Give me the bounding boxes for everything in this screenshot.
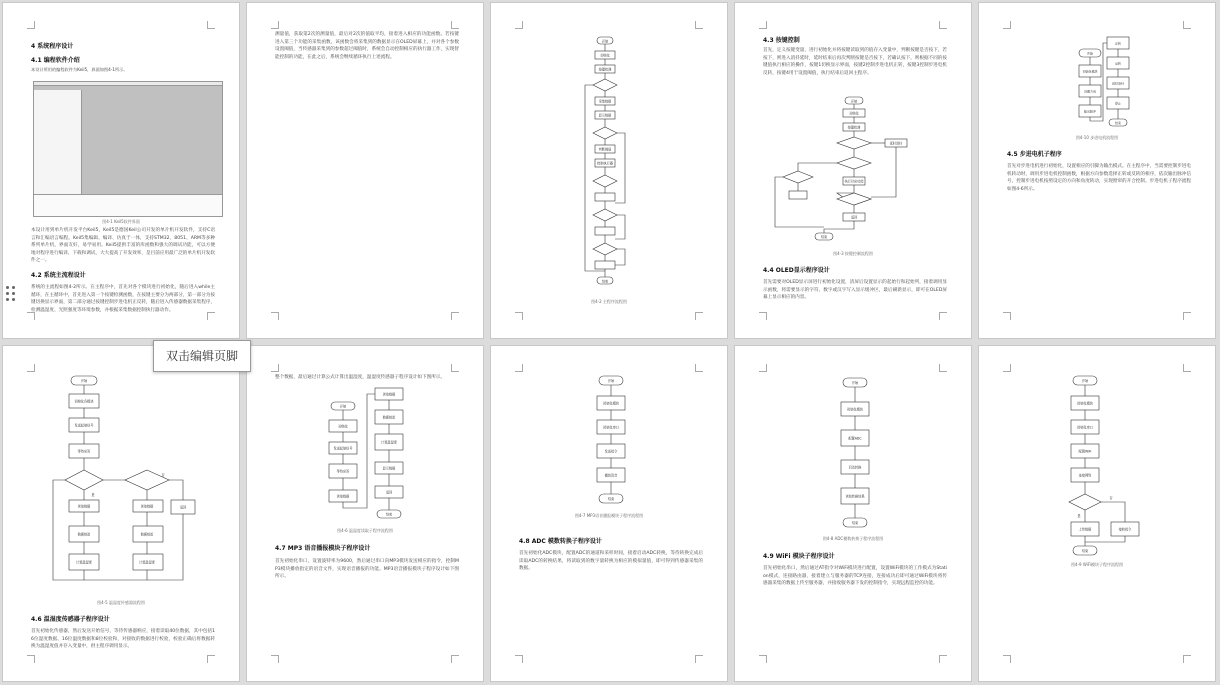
edit-footer-tooltip[interactable]: 双击编辑页脚 bbox=[153, 340, 251, 372]
flow-label: 播放语音 bbox=[604, 473, 618, 478]
flow-label: 读取数据 bbox=[77, 504, 91, 509]
flow-label: 初始化模块 bbox=[1082, 69, 1098, 74]
flow-label: 按键检测 bbox=[598, 67, 612, 72]
flow-end-label: 结束 bbox=[607, 497, 615, 501]
wifi-flowchart bbox=[979, 346, 1216, 561]
section-heading: 4.9 WiFi 模块子程序设计 bbox=[763, 553, 835, 560]
flow-label: 显示数据 bbox=[382, 466, 396, 471]
section-heading: 4.1 编程软件介绍 bbox=[31, 57, 80, 64]
section-heading: 4.6 温湿度传感器子程序设计 bbox=[31, 616, 110, 623]
crop-mark bbox=[695, 312, 703, 320]
flow-start-label: 开始 bbox=[851, 381, 859, 385]
flow-end-label: 结束 bbox=[385, 512, 393, 517]
crop-mark bbox=[271, 364, 279, 372]
flow-yes-label: 是 bbox=[1077, 514, 1081, 518]
flow-label: 初始化各模块 bbox=[74, 399, 94, 404]
figure-caption: 图4-10 步进电机流程图 bbox=[1075, 135, 1119, 140]
crop-mark bbox=[451, 312, 459, 320]
stepper-flowchart bbox=[979, 3, 1216, 133]
flow-label: 配置ADC bbox=[848, 436, 862, 441]
paragraph: 首先初始化传感器，然后发送开始信号，等待传感器响应，接着读取40位数据，其中包括16位湿度数据、16位温度数据和8位校验和，对接收的数据进行校验，校验正确后将数据转换为温湿度值并存入变量中，供主程序调用显示。 bbox=[31, 629, 215, 650]
document-page-4[interactable] bbox=[734, 2, 972, 339]
figure-caption: 图4-7 MP3语音播报模块子程序流程图 bbox=[574, 513, 644, 518]
crop-mark bbox=[1183, 312, 1191, 320]
flow-label: 按键检测 bbox=[847, 125, 861, 130]
adc-flowchart bbox=[735, 346, 972, 536]
document-page-5[interactable] bbox=[978, 2, 1216, 339]
document-page-7[interactable] bbox=[246, 345, 484, 682]
paragraph: 本设计用到单片机开发平台Keil5，Keil5是德国Keil公司开发的单片机开发软件，支持C语言和汇编语言编程。Keil5集编辑、编译、仿真于一体，支持STM32、8051、ARM等多种系列单片机，界面友好，易学易用。Keil5提供丰富的库函数和强大的调试功能，可以方便地对程序进行编译、下载和调试，大大提高了开发效率，是目前应用最广泛的单片机开发软件之一。 bbox=[31, 228, 215, 264]
crop-mark bbox=[759, 655, 767, 663]
flow-label: 读取数据 bbox=[336, 494, 350, 499]
main-flowchart bbox=[491, 3, 728, 303]
document-page-10[interactable] bbox=[978, 345, 1216, 682]
flow-label: 初始化模块 bbox=[847, 407, 863, 412]
crop-mark bbox=[451, 364, 459, 372]
flow-label: 反转 bbox=[1114, 61, 1122, 66]
crop-mark bbox=[695, 655, 703, 663]
paragraph: 首先初始化串口，设置波特率为9600，然后通过串口向MP3模块发送相应的指令，控制MP3模块播放指定的语音文件，实现语音播报的功能。MP3语音播报模块子程序设计如下图所示。 bbox=[275, 559, 459, 580]
figure-caption: 图4-2 主程序流程图 bbox=[591, 299, 627, 304]
keil5-screenshot bbox=[33, 81, 223, 217]
flow-label: 数据校验 bbox=[77, 532, 91, 537]
flow-end-label: 结束 bbox=[820, 235, 828, 239]
flow-yes-label: 是 bbox=[91, 493, 95, 497]
flow-start-label: 开始 bbox=[850, 99, 858, 104]
paragraph: 测量值，获取第2次的测量值，最后对2次的值取平均，接着进入相应的功能函数。若按键进入第三个功能的采集函数，该函数会将采集到的数据显示在OLED屏幕上，并对各个参数设置阈值，当传感器采集到的参数超过阈值时，系统会自动控制相应的执行器工作，实现智能控制的功能，在此之后，系统会继续循环执行上述流程。 bbox=[275, 32, 459, 60]
paragraph: 本设计所用的编程软件为Keil5，界面如图4-1所示。 bbox=[31, 67, 128, 72]
flow-label: 接收指令 bbox=[1118, 527, 1132, 532]
flow-label: 计算温湿度 bbox=[76, 560, 92, 565]
flow-label: 发送起始信号 bbox=[333, 446, 353, 451]
crop-mark bbox=[515, 655, 523, 663]
flow-label: 计算温湿度 bbox=[381, 440, 397, 445]
flow-label: 数据校验 bbox=[382, 415, 396, 420]
paragraph: 首先初始化ADC模块，配置ADC的通道和采样时间，接着启动ADC转换，等待转换完成后读取ADC的转换结果，将读取到的数字量转换为相应的模拟量值，即可得到传感器采集的数据。 bbox=[519, 551, 703, 572]
document-page-2[interactable] bbox=[246, 2, 484, 339]
figure-caption: 图4-8 ADC模数转换子程序流程图 bbox=[822, 536, 884, 541]
flow-label: 连接网络 bbox=[1078, 473, 1092, 478]
document-page-3[interactable] bbox=[490, 2, 728, 339]
crop-mark bbox=[939, 655, 947, 663]
flow-label: 正转 bbox=[1114, 41, 1122, 46]
flow-start-label: 开始 bbox=[607, 379, 615, 383]
flow-label: 读取数据 bbox=[382, 392, 396, 397]
paragraph: 整个数据，最后通过计算公式计算出温湿度，温湿度传感器子程序设计如下图所示。 bbox=[275, 375, 445, 380]
crop-mark bbox=[1003, 655, 1011, 663]
section-heading: 4.4 OLED显示程序设计 bbox=[763, 267, 830, 274]
key-flowchart bbox=[735, 93, 972, 253]
crop-mark bbox=[1183, 655, 1191, 663]
flow-no-label: 否 bbox=[1109, 496, 1113, 500]
figure-caption: 图4-1 Keil5软件界面 bbox=[102, 219, 140, 224]
crop-mark bbox=[271, 312, 279, 320]
flow-label: 控制执行器 bbox=[597, 161, 613, 166]
crop-mark bbox=[939, 21, 947, 29]
flow-label: 初始化模块 bbox=[603, 401, 619, 406]
flow-start-label: 开始 bbox=[1086, 51, 1094, 56]
crop-mark bbox=[271, 655, 279, 663]
flow-end-label: 结束 bbox=[1114, 121, 1122, 125]
flow-label: 等待应答 bbox=[77, 449, 91, 454]
flow-no-label: 否 bbox=[161, 473, 165, 477]
document-page-8[interactable] bbox=[490, 345, 728, 682]
paragraph: 首先对步进电机进行初始化，设置相应的引脚为输出模式。在主程序中，当需要控制步进电机转动时，调用步进电机控制函数，根据方向参数选择正转或反转的相序，依次输出脉冲信号，控制步进电机按照设定的方向和角度转动，实现窗帘的开合控制。步进电机子程序流程如图4-6所示。 bbox=[1007, 164, 1191, 192]
section-heading: 4.8 ADC 模数转换子程序设计 bbox=[519, 538, 602, 545]
flow-label: 停止 bbox=[1114, 101, 1122, 106]
flow-label: 初始化模块 bbox=[1077, 401, 1093, 406]
flow-end-label: 结束 bbox=[851, 521, 859, 525]
document-page-9[interactable] bbox=[734, 345, 972, 682]
flow-label: 初始化 bbox=[338, 424, 348, 429]
flow-label: 计算温湿度 bbox=[139, 560, 155, 565]
flow-label: 返回 bbox=[850, 215, 858, 220]
document-page-1[interactable] bbox=[2, 2, 240, 339]
mp3-flowchart bbox=[491, 346, 728, 516]
flow-end-label: 结束 bbox=[601, 279, 609, 284]
flow-label: 读取转换结果 bbox=[845, 494, 865, 499]
flow-label: 返回 bbox=[385, 490, 393, 495]
paragraph: 首先初始化串口，然后通过AT指令对WiFi模块进行配置，设置WiFi模块的工作模式为Station模式，连接路由器，接着建立与服务器的TCP连接，连接成功后即可通过WiFi模块将传感器采集的数据上传至服务器，并接收服务器下发的控制指令，实现远程监控的功能。 bbox=[763, 566, 947, 587]
flow-label: 启动转换 bbox=[848, 465, 862, 470]
humiture-flowchart bbox=[3, 346, 240, 606]
flow-label: 初始化串口 bbox=[1077, 425, 1093, 430]
crop-mark bbox=[451, 655, 459, 663]
flow-label: 上传数据 bbox=[1078, 527, 1092, 532]
flow-label: 返回 bbox=[179, 505, 187, 510]
flow-end-label: 结束 bbox=[1081, 549, 1089, 553]
flow-label: 配置WiFi bbox=[1078, 449, 1092, 454]
paragraph: 首先，定义按键变量，进行初始化并将按键读取到的值存入变量中，判断按键是否按下，若按下，则进入消抖延时，延时结束后再次判断按键是否按下，若确认按下，则根据不同的按键值执行相应的操作，按键1切换显示界面，按键2控制步进电机正转，按键3控制步进电机反转，按键4用于设置阈值，执行结束后返回主程序。 bbox=[763, 48, 947, 76]
crop-mark bbox=[759, 21, 767, 29]
flow-label: 初始化串口 bbox=[603, 425, 619, 430]
crop-mark bbox=[27, 21, 35, 29]
humiture-read-flowchart bbox=[247, 384, 484, 524]
flow-label: 发送指令 bbox=[604, 449, 618, 454]
crop-mark bbox=[515, 312, 523, 320]
section-heading: 4.7 MP3 语音播报模块子程序设计 bbox=[275, 545, 371, 552]
chapter-heading: 4 系统程序设计 bbox=[31, 43, 74, 50]
figure-caption: 图4-6 温湿度读取子程序流程图 bbox=[337, 528, 393, 533]
flow-start-label: 开始 bbox=[1081, 379, 1089, 383]
section-heading: 4.3 按键控制 bbox=[763, 37, 800, 44]
flow-label: 延时消抖 bbox=[889, 141, 903, 146]
flow-label: 输出脉冲 bbox=[1083, 109, 1097, 114]
flow-label: 设置方向 bbox=[1083, 89, 1097, 94]
crop-mark bbox=[271, 21, 279, 29]
section-heading: 4.2 系统主流程设计 bbox=[31, 272, 86, 279]
flow-label: 初始化 bbox=[849, 111, 859, 116]
flow-label: 读取数据 bbox=[140, 504, 154, 509]
figure-caption: 图4-3 按键控制流程图 bbox=[833, 251, 873, 256]
figure-caption: 图4-9 WiFi模块子程序流程图 bbox=[1071, 562, 1123, 567]
document-page-6[interactable] bbox=[2, 345, 240, 682]
crop-mark bbox=[207, 21, 215, 29]
flow-start-label: 开始 bbox=[80, 379, 88, 383]
flow-label: 初始化 bbox=[600, 53, 610, 58]
flow-start-label: 开始 bbox=[601, 39, 609, 44]
flow-start-label: 开始 bbox=[339, 404, 347, 409]
flow-label: 判断阈值 bbox=[598, 147, 612, 152]
paragraph: 首先需要对OLED显示屏进行初始化设置，清屏后设置显示的起始行和起始列，接着调用显示函数，将需要显示的字符、数字或汉字写入显示缓冲区，最后刷新显示，即可在OLED屏幕上显示相应的内容。 bbox=[763, 280, 947, 301]
section-heading: 4.5 步进电机子程序 bbox=[1007, 151, 1062, 158]
flow-label: 延时消抖 bbox=[1111, 81, 1125, 86]
crop-mark bbox=[451, 21, 459, 29]
flow-label: 显示数据 bbox=[598, 113, 612, 118]
flow-label: 数据校验 bbox=[140, 532, 154, 537]
flow-label: 采集数据 bbox=[598, 99, 612, 104]
flow-label: 执行对应功能 bbox=[844, 179, 864, 184]
flow-label: 等待应答 bbox=[336, 469, 350, 474]
paragraph: 系统的主流程如图4-2所示。在主程序中，首先对各个模块进行初始化，随后进入while主循环，在主循环中，首先进入第一个按键检测函数，在按键主要分为两部分，第一部分为按键切换显示界面，第二部分通过按键控制步进电机正反转，随后进入传感器数据采集程序，检测温湿度、光照强度等环境参数，并根据采集数据控制执行器动作。 bbox=[31, 285, 215, 313]
crop-mark bbox=[1003, 312, 1011, 320]
figure-caption: 图4-5 温湿度传感器流程图 bbox=[97, 600, 145, 605]
flow-label: 发送起始信号 bbox=[74, 423, 94, 428]
